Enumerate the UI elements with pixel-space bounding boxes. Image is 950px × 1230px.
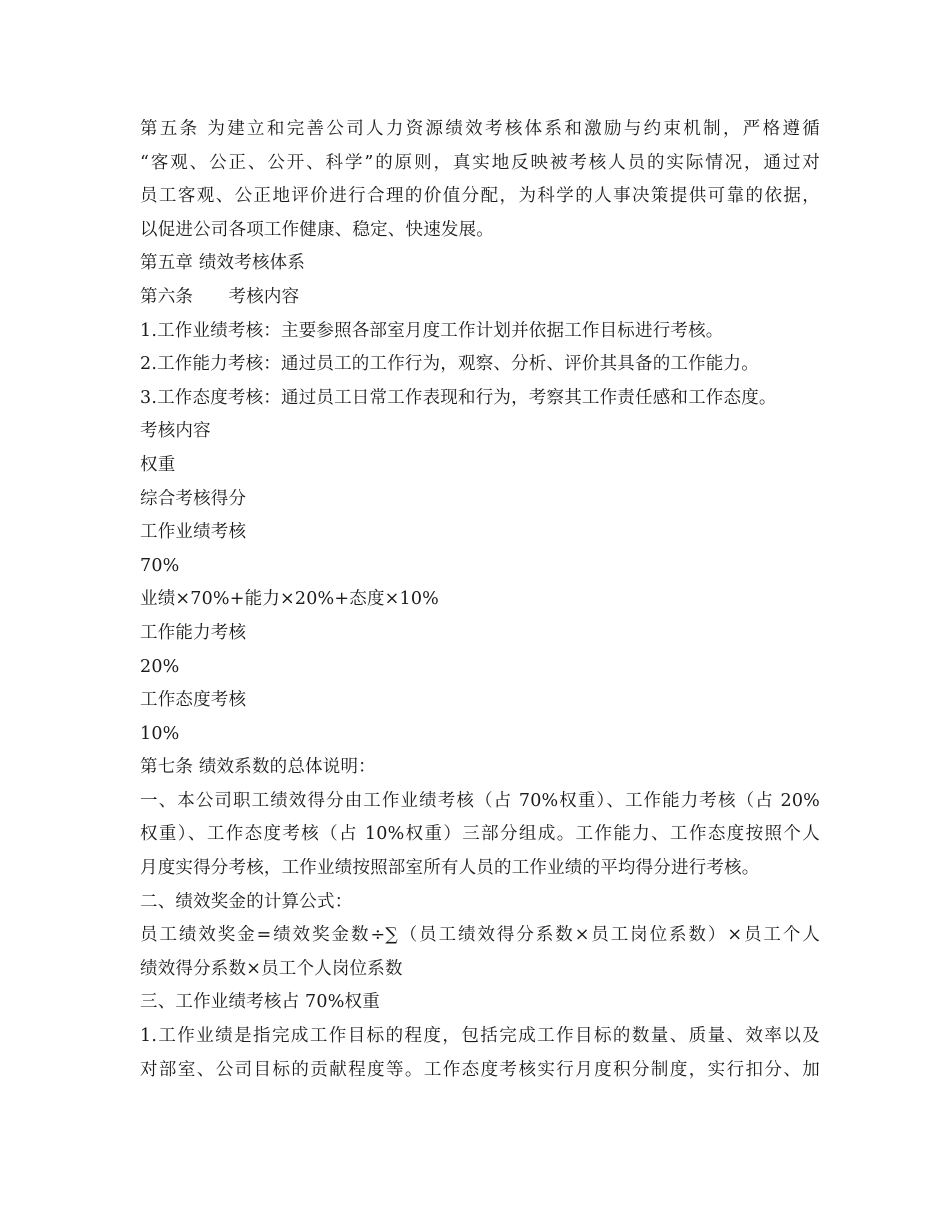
table-cell-ability: 工作能力考核 <box>140 622 247 643</box>
item-attitude: 3.工作态度考核：通过员工日常工作表现和行为，考察其工作责任感和工作态度。 <box>140 387 777 408</box>
section-3-line-2: 对部室、公司目标的贡献程度等。工作态度考核实行月度积分制度，实行扣分、加 <box>140 1059 820 1080</box>
article-7-heading: 第七条 绩效系数的总体说明： <box>140 757 376 778</box>
table-cell-performance: 工作业绩考核 <box>140 522 247 543</box>
table-header-score: 综合考核得分 <box>140 488 247 509</box>
table-header-content: 考核内容 <box>140 421 211 442</box>
formula-line-2: 绩效得分系数×员工个人岗位系数 <box>140 958 403 979</box>
article-5-line-4: 以促进公司各项工作健康、稳定、快速发展。 <box>140 219 494 240</box>
article-5-line-1: 第五条 为建立和完善公司人力资源绩效考核体系和激励与约束机制，严格遵循 <box>140 119 820 139</box>
formula-line-1: 员工绩效奖金=绩效奖金数÷∑（员工绩效得分系数×员工岗位系数）×员工个人 <box>140 925 820 946</box>
table-cell-formula: 业绩×70%+能力×20%+态度×10% <box>140 589 440 610</box>
section-3-line-1: 1.工作业绩是指完成工作目标的程度，包括完成工作目标的数量、质量、效率以及 <box>140 1026 820 1047</box>
section-3-heading: 三、工作业绩考核占 70%权重 <box>140 992 380 1013</box>
document-page <box>140 113 820 1087</box>
article-5-line-2: “客观、公正、公开、科学”的原则，真实地反映被考核人员的实际情况，通过对 <box>140 152 820 173</box>
table-header-weight: 权重 <box>140 454 176 475</box>
table-cell-attitude: 工作态度考核 <box>140 690 247 711</box>
section-1-line-1: 一、本公司职工绩效得分由工作业绩考核（占 70%权重）、工作能力考核（占 20% <box>140 790 820 811</box>
item-performance: 1.工作业绩考核：主要参照各部室月度工作计划并依据工作目标进行考核。 <box>140 320 724 341</box>
section-1-line-3: 月度实得分考核，工作业绩按照部室所有人员的工作业绩的平均得分进行考核。 <box>140 858 760 879</box>
table-cell-performance-weight: 70% <box>140 555 180 576</box>
item-ability: 2.工作能力考核：通过员工的工作行为，观察、分析、评价其具备的工作能力。 <box>140 354 759 375</box>
section-2-heading: 二、绩效奖金的计算公式： <box>140 891 353 912</box>
table-cell-ability-weight: 20% <box>140 656 180 677</box>
section-1-line-2: 权重）、工作态度考核（占 10%权重）三部分组成。工作能力、工作态度按照个人 <box>140 824 820 845</box>
chapter-5-heading: 第五章 绩效考核体系 <box>140 253 306 274</box>
article-5-line-3: 员工客观、公正地评价进行合理的价值分配，为科学的人事决策提供可靠的依据， <box>140 186 820 207</box>
article-6-heading: 第六条 考核内容 <box>140 286 300 307</box>
table-cell-attitude-weight: 10% <box>140 723 180 744</box>
